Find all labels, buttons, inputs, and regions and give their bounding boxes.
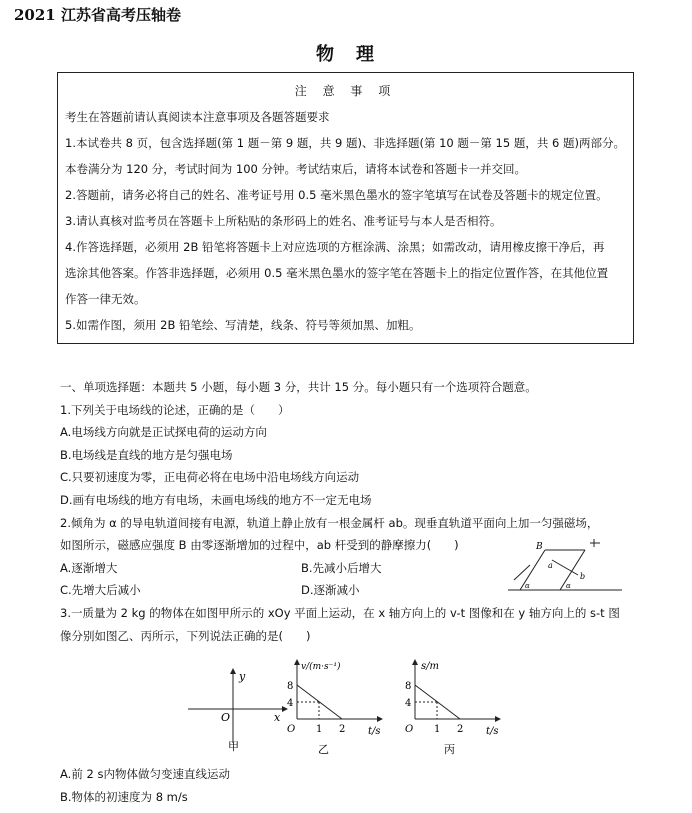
notice-line: 本卷满分为 120 分，考试时间为 100 分钟。考试结束后，请将本试卷和答题卡一并交回。: [65, 162, 527, 176]
q2-stem-line1: 2.倾角为 α 的导电轨道间接有电源，轨道上静止放有一根金属杆 ab。现垂直轨道平面向上加一匀强磁场，: [60, 515, 599, 530]
q3-jia-caption: 甲: [228, 740, 239, 753]
q3-bing-tick-1: 1: [434, 724, 441, 735]
q2-fig-alpha-right: α: [566, 582, 571, 590]
q3-jia-origin: O: [221, 711, 231, 724]
q3-yi-x-label: t/s: [368, 726, 381, 737]
notice-line: 考生在答题前请认真阅读本注意事项及各题答题要求: [65, 110, 330, 124]
q3-options: [60, 763, 672, 808]
q3-bing-origin: O: [405, 724, 414, 735]
q3-option-a: A.前 2 s内物体做匀变速直线运动: [60, 767, 230, 781]
exam-header-title: 2021 江苏省高考压轴卷: [14, 6, 181, 24]
q3-jia-x-label: x: [274, 711, 281, 724]
notice-title: 注 意 事 项: [294, 84, 397, 98]
q2-fig-label-b: b: [580, 572, 586, 581]
q1-option-b: B.电场线是直线的地方是匀强电场: [60, 447, 233, 462]
q3-option-b: B.物体的初速度为 8 m/s: [60, 789, 188, 804]
q3-stem-line1: 3.一质量为 2 kg 的物体在如图甲所示的 xOy 平面上运动，在 x 轴方向上的 v-t 图像和在 y 轴方向上的 s-t 图: [60, 605, 620, 620]
questions-body: [60, 376, 672, 647]
q1-option-a: A.电场线方向就是正试探电荷的运动方向: [60, 425, 267, 440]
q3-figure-jia: [188, 668, 288, 753]
q3-bing-caption: 丙: [444, 743, 455, 756]
notice-line: 作答一律无效。: [65, 292, 146, 306]
notice-line: 1.本试卷共 8 页，包含选择题(第 1 题－第 9 题，共 9 题)、非选择题(第 10 题－第 15 题，共 6 题)两部分。: [65, 136, 625, 150]
notice-line: 4.作答选择题，必须用 2B 铅笔将答题卡上对应选项的方框涂满、涂黑；如需改动，请用橡皮擦干净后，再: [65, 240, 605, 254]
notice-line: 2.答题前，请务必将自己的姓名、准考证号用 0.5 毫米黑色墨水的签字笔填写在试卷及答题卡的规定位置。: [65, 188, 608, 202]
q3-yi-tick-2: 2: [339, 724, 346, 735]
q2-option-d: D.逐渐减小: [301, 583, 360, 598]
section-heading: 一、单项选择题：本题共 5 小题，每小题 3 分，共计 15 分。每小题只有一个选项符合题意。: [60, 380, 537, 394]
q3-bing-tick-2: 2: [457, 724, 464, 735]
q2-rail-figure: [500, 535, 630, 600]
q2-stem-line2: 如图所示，磁感应强度 B 由零逐渐增加的过程中，ab 杆受到的静摩擦力( ): [60, 538, 459, 553]
q3-yi-caption: 乙: [318, 743, 329, 756]
q3-bing-x-label: t/s: [486, 726, 499, 737]
q3-figure-yi: [282, 657, 392, 757]
q3-yi-origin: O: [287, 724, 296, 735]
q2-option-c: C.先增大后减小: [60, 583, 141, 598]
notice-lines: [65, 104, 627, 338]
q3-yi-y-label: v/(m·s⁻¹): [301, 662, 341, 672]
notice-line: 3.请认真核对监考员在答题卡上所粘贴的条形码上的姓名、准考证号与本人是否相符。: [65, 214, 502, 228]
q2-fig-label-a: a: [548, 561, 553, 570]
notice-line: 5.如需作图，须用 2B 铅笔绘、写清楚，线条、符号等须加黑、加粗。: [65, 318, 421, 332]
q3-figure-bing: [400, 657, 510, 757]
q3-bing-y-label: s/m: [421, 661, 439, 672]
q1-stem: 1.下列关于电场线的论述，正确的是（ ）: [60, 402, 290, 417]
notice-box: [57, 72, 634, 344]
q3-jia-y-label: y: [239, 670, 246, 683]
q3-yi-tick-1: 1: [316, 724, 323, 735]
q2-option-a: A.逐渐增大: [60, 560, 118, 575]
subject-title: 物 理: [316, 44, 376, 65]
notice-line: 选涂其他答案。作答非选择题，必须用 0.5 毫米黑色墨水的签字笔在答题卡上的指定位置作答，在其他位置: [65, 266, 609, 280]
q3-stem-line2: 像分别如图乙、丙所示，下列说法正确的是( ): [60, 628, 311, 643]
q3-yi-tick-8: 8: [287, 681, 294, 692]
q3-bing-tick-8: 8: [405, 681, 412, 692]
q1-option-c: C.只要初速度为零，正电荷必将在电场中沿电场线方向运动: [60, 470, 360, 485]
q2-fig-alpha-left: α: [525, 582, 530, 590]
q3-bing-tick-4: 4: [405, 698, 412, 709]
q1-option-d: D.画有电场线的地方有电场，未画电场线的地方不一定无电场: [60, 492, 372, 507]
q2-fig-label-b-field: B: [536, 542, 543, 552]
q2-option-b: B.先减小后增大: [301, 560, 382, 575]
q3-yi-tick-4: 4: [287, 698, 294, 709]
